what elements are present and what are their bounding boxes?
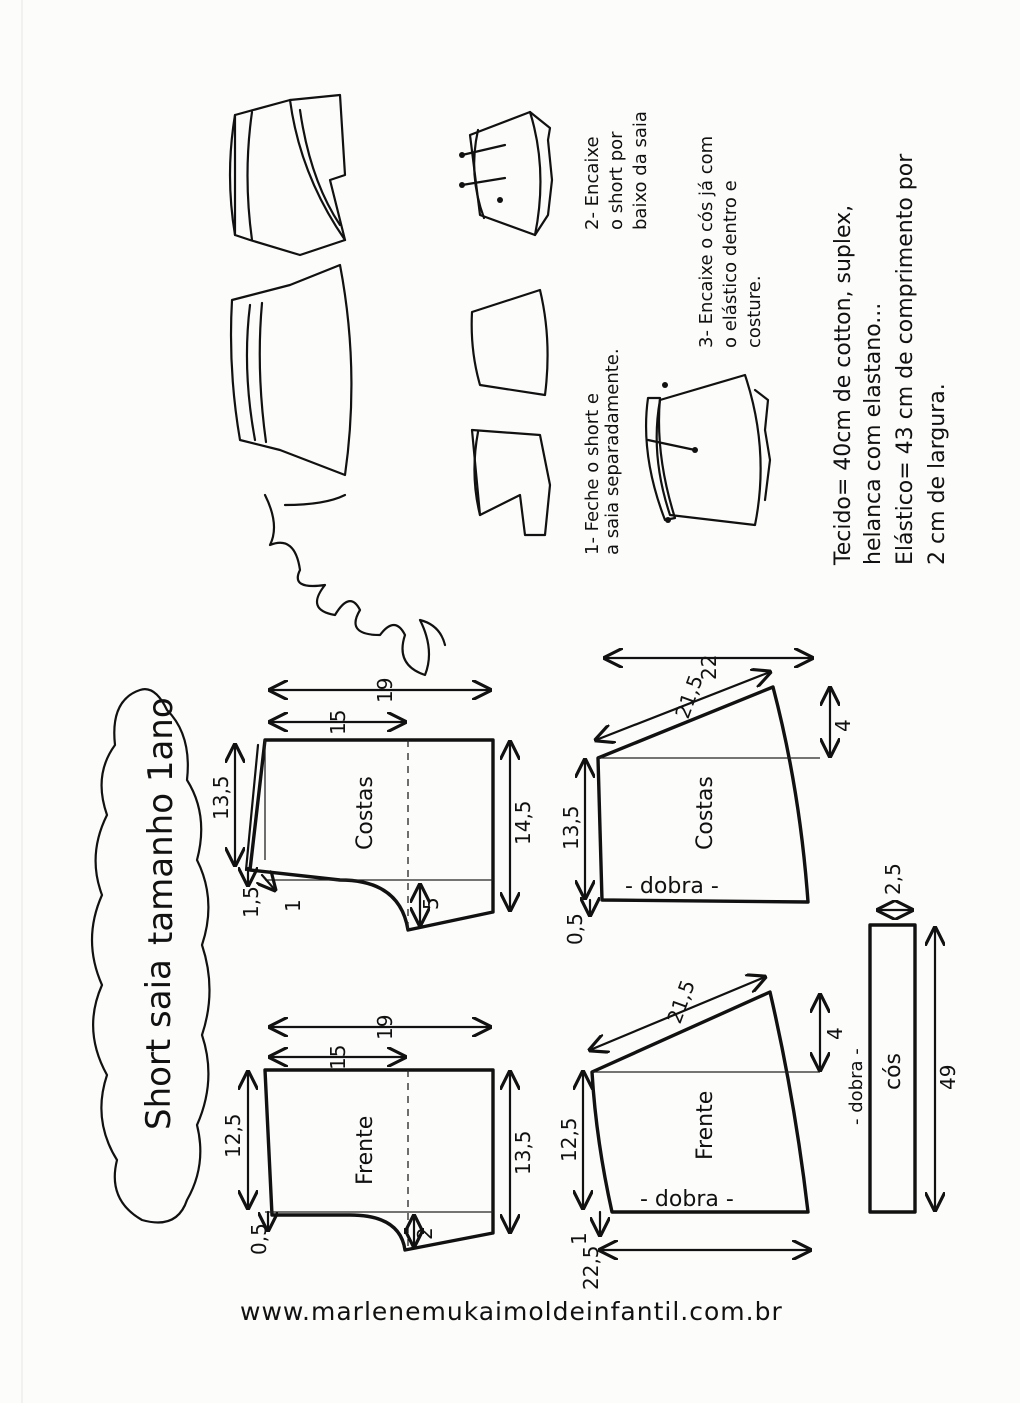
saia-frente-width: 22,5 [579,1245,603,1290]
cos-length: 49 [936,1064,960,1090]
title-line2: tamanho 1ano [141,697,181,945]
short-costas-height-left: 13,5 [209,775,233,820]
piece-short-frente [248,1027,510,1250]
saia-costas-fold: - dobra - [625,874,719,899]
short-costas-crotch-ext: 1 [281,899,305,912]
saia-frente-side-drop: 4 [823,1027,847,1040]
saia-costas-label: Costas [693,776,718,850]
step2-text [582,111,651,230]
step1-text [582,348,623,555]
title-line1: Short saia [139,959,179,1130]
step2-line2: o short por [606,131,627,230]
short-costas-width-inner: 15 [326,709,350,735]
short-frente-height-right: 13,5 [511,1130,535,1175]
short-frente-crotch-drop: 2 [413,1227,437,1240]
step1-line2: a saia separadamente. [602,348,623,555]
short-costas-height-right: 14,5 [511,800,535,845]
saia-frente-fold: - dobra - [640,1187,734,1212]
finished-skirt-illustration [231,265,351,475]
saia-costas-width: 22 [697,654,721,680]
step3-line1: 3- Encaixe o cós já com [696,135,717,348]
short-frente-width-inner: 15 [326,1044,350,1070]
short-costas-crotch-drop: 5 [419,897,443,910]
materials-line3: Elástico= 43 cm de comprimento por [893,153,918,565]
step1-shorts-illustration [472,290,550,535]
finished-shorts-illustration [230,95,345,255]
short-frente-width-total: 19 [373,1014,397,1040]
materials-line4: 2 cm de largura. [925,383,950,565]
website-url: www.marlenemukaimoldeinfantil.com.br [240,1297,783,1326]
saia-costas-slant: 21,5 [670,671,708,722]
step3-line2: o elástico dentro e [720,180,741,348]
step3-illustration [646,375,770,525]
saia-costas-side-drop: 4 [831,719,855,732]
materials-line1: Tecido= 40cm de cotton, suplex, [831,204,856,565]
cos-fold: - dobra - [846,1048,867,1125]
signature [265,495,445,675]
saia-frente-waist-rise: 1 [567,1232,591,1245]
step3-text [696,136,765,348]
step2-line3: baixo da saia [630,111,651,230]
materials-text [831,153,950,566]
cos-label: cós [881,1052,906,1090]
saia-frente-height: 12,5 [557,1117,581,1162]
cos-width: 2,5 [881,863,905,895]
saia-costas-waist-rise: 0,5 [563,913,587,945]
step2-illustration [459,112,552,235]
short-costas-waist-rise: 1,5 [239,886,263,918]
short-frente-waist-rise: 0,5 [247,1223,271,1255]
materials-line2: helanca com elastano... [861,302,886,565]
short-frente-label: Frente [353,1115,378,1185]
step1-line1: 1- Feche o short e [582,393,603,555]
saia-frente-label: Frente [693,1090,718,1160]
saia-costas-height: 13,5 [559,805,583,850]
step2-line1: 2- Encaixe [582,136,603,230]
step3-line3: costure. [744,275,765,348]
short-frente-height-left: 12,5 [221,1113,245,1158]
saia-frente-slant: 21,5 [662,976,700,1027]
short-costas-label: Costas [353,776,378,850]
short-costas-width-total: 19 [373,677,397,703]
